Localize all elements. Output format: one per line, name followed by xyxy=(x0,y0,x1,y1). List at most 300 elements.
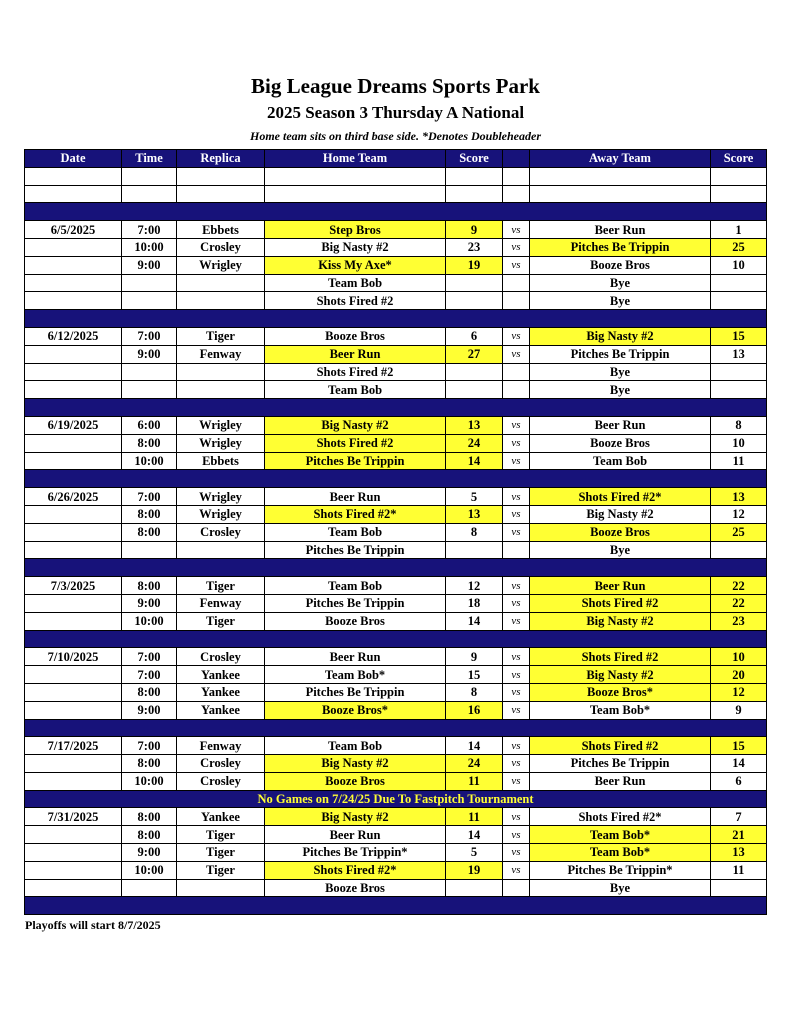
away-team-cell: Pitches Be Trippin xyxy=(530,345,711,363)
date-cell xyxy=(25,879,122,897)
replica-cell xyxy=(177,167,265,185)
vs-cell xyxy=(503,167,530,185)
home-team-cell: Beer Run xyxy=(265,826,446,844)
date-cell xyxy=(25,505,122,523)
time-cell: 7:00 xyxy=(122,648,177,666)
time-cell: 9:00 xyxy=(122,594,177,612)
replica-cell: Yankee xyxy=(177,683,265,701)
separator-row xyxy=(25,719,767,737)
separator-cell xyxy=(25,559,767,577)
away-team-cell: Shots Fired #2 xyxy=(530,648,711,666)
game-row xyxy=(25,292,767,310)
away-team-cell: Booze Bros xyxy=(530,256,711,274)
game-row xyxy=(25,381,767,399)
time-cell xyxy=(122,381,177,399)
replica-cell: Wrigley xyxy=(177,256,265,274)
time-cell: 10:00 xyxy=(122,861,177,879)
blank-row xyxy=(25,185,767,203)
home-team-cell: Team Bob xyxy=(265,523,446,541)
home-score-cell xyxy=(446,879,503,897)
home-score-cell: 24 xyxy=(446,434,503,452)
away-team-cell: Beer Run xyxy=(530,577,711,595)
away-team-cell: Big Nasty #2 xyxy=(530,505,711,523)
vs-cell: vs xyxy=(503,434,530,452)
replica-cell xyxy=(177,541,265,559)
away-team-cell: Shots Fired #2* xyxy=(530,808,711,826)
away-score-cell xyxy=(711,185,767,203)
game-row xyxy=(25,221,767,239)
away-score-cell xyxy=(711,879,767,897)
separator-cell xyxy=(25,310,767,328)
home-team-cell: Beer Run xyxy=(265,488,446,506)
vs-cell: vs xyxy=(503,345,530,363)
home-team-cell: Big Nasty #2 xyxy=(265,416,446,434)
replica-cell: Fenway xyxy=(177,737,265,755)
away-score-cell: 13 xyxy=(711,844,767,862)
away-team-cell: Bye xyxy=(530,879,711,897)
away-team-cell: Pitches Be Trippin xyxy=(530,755,711,773)
home-team-cell: Team Bob xyxy=(265,274,446,292)
away-score-cell: 10 xyxy=(711,648,767,666)
away-score-cell: 20 xyxy=(711,666,767,684)
date-cell xyxy=(25,238,122,256)
game-row xyxy=(25,238,767,256)
date-cell xyxy=(25,167,122,185)
home-score-cell: 14 xyxy=(446,737,503,755)
away-team-cell: Team Bob* xyxy=(530,701,711,719)
away-score-cell: 1 xyxy=(711,221,767,239)
replica-cell: Yankee xyxy=(177,701,265,719)
home-team-cell: Beer Run xyxy=(265,345,446,363)
away-team-cell: Big Nasty #2 xyxy=(530,666,711,684)
separator-row xyxy=(25,470,767,488)
col-header-vs xyxy=(503,150,530,168)
home-score-cell xyxy=(446,167,503,185)
time-cell: 8:00 xyxy=(122,434,177,452)
home-score-cell: 23 xyxy=(446,238,503,256)
away-team-cell: Bye xyxy=(530,292,711,310)
vs-cell: vs xyxy=(503,683,530,701)
date-cell: 7/3/2025 xyxy=(25,577,122,595)
date-cell xyxy=(25,523,122,541)
replica-cell xyxy=(177,274,265,292)
game-row xyxy=(25,274,767,292)
away-team-cell: Bye xyxy=(530,274,711,292)
away-score-cell: 13 xyxy=(711,488,767,506)
replica-cell: Crosley xyxy=(177,755,265,773)
home-score-cell: 14 xyxy=(446,612,503,630)
vs-cell: vs xyxy=(503,577,530,595)
col-header-time: Time xyxy=(122,150,177,168)
away-score-cell: 25 xyxy=(711,523,767,541)
replica-cell: Crosley xyxy=(177,772,265,790)
replica-cell: Wrigley xyxy=(177,488,265,506)
time-cell: 9:00 xyxy=(122,345,177,363)
date-cell: 6/5/2025 xyxy=(25,221,122,239)
away-score-cell: 11 xyxy=(711,452,767,470)
col-header-date: Date xyxy=(25,150,122,168)
blank-row xyxy=(25,167,767,185)
game-row xyxy=(25,577,767,595)
date-cell xyxy=(25,452,122,470)
date-cell xyxy=(25,274,122,292)
vs-cell: vs xyxy=(503,755,530,773)
away-team-cell: Team Bob* xyxy=(530,844,711,862)
page-title: Big League Dreams Sports Park xyxy=(251,74,540,98)
game-row xyxy=(25,879,767,897)
home-team-cell: Team Bob* xyxy=(265,666,446,684)
replica-cell xyxy=(177,381,265,399)
date-cell xyxy=(25,594,122,612)
home-score-cell: 11 xyxy=(446,772,503,790)
home-team-cell: Pitches Be Trippin xyxy=(265,541,446,559)
game-row xyxy=(25,256,767,274)
page-subtitle: 2025 Season 3 Thursday A National xyxy=(266,103,525,122)
notice-row xyxy=(25,790,767,808)
away-score-cell: 14 xyxy=(711,755,767,773)
home-team-cell: Pitches Be Trippin xyxy=(265,594,446,612)
date-cell xyxy=(25,772,122,790)
home-score-cell xyxy=(446,381,503,399)
home-team-cell: Shots Fired #2* xyxy=(265,861,446,879)
away-team-cell: Beer Run xyxy=(530,221,711,239)
separator-cell xyxy=(25,203,767,221)
date-cell xyxy=(25,612,122,630)
vs-cell: vs xyxy=(503,826,530,844)
time-cell: 8:00 xyxy=(122,755,177,773)
home-team-cell: Team Bob xyxy=(265,381,446,399)
game-row xyxy=(25,363,767,381)
vs-cell: vs xyxy=(503,327,530,345)
home-team-cell: Big Nasty #2 xyxy=(265,808,446,826)
away-score-cell: 11 xyxy=(711,861,767,879)
time-cell: 10:00 xyxy=(122,238,177,256)
separator-row xyxy=(25,897,767,915)
vs-cell xyxy=(503,185,530,203)
separator-row xyxy=(25,399,767,417)
home-score-cell: 18 xyxy=(446,594,503,612)
away-team-cell: Bye xyxy=(530,381,711,399)
vs-cell xyxy=(503,363,530,381)
game-row xyxy=(25,327,767,345)
date-cell xyxy=(25,292,122,310)
replica-cell xyxy=(177,185,265,203)
home-score-cell: 15 xyxy=(446,666,503,684)
date-cell xyxy=(25,345,122,363)
away-score-cell: 15 xyxy=(711,327,767,345)
replica-cell: Crosley xyxy=(177,648,265,666)
schedule-table xyxy=(24,149,767,915)
separator-row xyxy=(25,559,767,577)
date-cell xyxy=(25,541,122,559)
away-team-cell: Bye xyxy=(530,541,711,559)
away-score-cell: 15 xyxy=(711,737,767,755)
date-cell xyxy=(25,434,122,452)
vs-cell: vs xyxy=(503,416,530,434)
home-team-cell: Pitches Be Trippin xyxy=(265,683,446,701)
away-team-cell: Team Bob* xyxy=(530,826,711,844)
replica-cell: Tiger xyxy=(177,612,265,630)
away-score-cell: 10 xyxy=(711,434,767,452)
away-score-cell: 9 xyxy=(711,701,767,719)
time-cell: 7:00 xyxy=(122,327,177,345)
replica-cell: Yankee xyxy=(177,666,265,684)
time-cell: 10:00 xyxy=(122,452,177,470)
col-header-away-team: Away Team xyxy=(530,150,711,168)
away-score-cell: 21 xyxy=(711,826,767,844)
home-score-cell: 6 xyxy=(446,327,503,345)
vs-cell: vs xyxy=(503,701,530,719)
home-score-cell: 5 xyxy=(446,488,503,506)
away-score-cell: 25 xyxy=(711,238,767,256)
time-cell: 8:00 xyxy=(122,808,177,826)
home-team-cell: Team Bob xyxy=(265,737,446,755)
vs-cell: vs xyxy=(503,612,530,630)
home-score-cell: 8 xyxy=(446,523,503,541)
home-score-cell: 13 xyxy=(446,416,503,434)
home-team-cell: Beer Run xyxy=(265,648,446,666)
replica-cell: Tiger xyxy=(177,577,265,595)
vs-cell: vs xyxy=(503,256,530,274)
home-team-cell: Booze Bros xyxy=(265,879,446,897)
time-cell: 8:00 xyxy=(122,577,177,595)
time-cell xyxy=(122,274,177,292)
away-score-cell xyxy=(711,274,767,292)
home-team-cell: Step Bros xyxy=(265,221,446,239)
replica-cell: Wrigley xyxy=(177,505,265,523)
time-cell: 8:00 xyxy=(122,826,177,844)
home-team-cell: Pitches Be Trippin xyxy=(265,452,446,470)
date-cell: 7/10/2025 xyxy=(25,648,122,666)
date-cell xyxy=(25,701,122,719)
date-cell xyxy=(25,826,122,844)
replica-cell: Tiger xyxy=(177,327,265,345)
date-cell xyxy=(25,381,122,399)
replica-cell: Wrigley xyxy=(177,434,265,452)
time-cell: 9:00 xyxy=(122,701,177,719)
vs-cell: vs xyxy=(503,523,530,541)
away-score-cell: 12 xyxy=(711,683,767,701)
away-team-cell: Booze Bros xyxy=(530,523,711,541)
game-row xyxy=(25,666,767,684)
away-team-cell: Shots Fired #2* xyxy=(530,488,711,506)
away-team-cell: Bye xyxy=(530,363,711,381)
date-cell xyxy=(25,861,122,879)
vs-cell: vs xyxy=(503,861,530,879)
game-row xyxy=(25,505,767,523)
home-score-cell xyxy=(446,363,503,381)
home-score-cell: 19 xyxy=(446,256,503,274)
separator-cell xyxy=(25,630,767,648)
date-cell: 7/17/2025 xyxy=(25,737,122,755)
separator-row xyxy=(25,310,767,328)
vs-cell: vs xyxy=(503,648,530,666)
game-row xyxy=(25,612,767,630)
away-score-cell xyxy=(711,292,767,310)
replica-cell xyxy=(177,363,265,381)
replica-cell: Tiger xyxy=(177,844,265,862)
time-cell: 7:00 xyxy=(122,737,177,755)
replica-cell: Tiger xyxy=(177,861,265,879)
away-team-cell: Big Nasty #2 xyxy=(530,612,711,630)
time-cell: 8:00 xyxy=(122,505,177,523)
separator-cell xyxy=(25,719,767,737)
away-score-cell: 23 xyxy=(711,612,767,630)
home-team-cell: Big Nasty #2 xyxy=(265,755,446,773)
vs-cell: vs xyxy=(503,238,530,256)
vs-cell xyxy=(503,541,530,559)
separator-cell xyxy=(25,399,767,417)
home-score-cell: 9 xyxy=(446,221,503,239)
home-team-cell xyxy=(265,185,446,203)
separator-cell xyxy=(25,897,767,915)
game-row xyxy=(25,345,767,363)
game-row xyxy=(25,826,767,844)
home-score-cell: 19 xyxy=(446,861,503,879)
replica-cell xyxy=(177,292,265,310)
replica-cell: Crosley xyxy=(177,238,265,256)
away-score-cell xyxy=(711,541,767,559)
date-cell xyxy=(25,844,122,862)
away-team-cell: Pitches Be Trippin* xyxy=(530,861,711,879)
date-cell: 6/26/2025 xyxy=(25,488,122,506)
game-row xyxy=(25,737,767,755)
time-cell xyxy=(122,292,177,310)
game-row xyxy=(25,434,767,452)
home-team-cell: Booze Bros* xyxy=(265,701,446,719)
home-score-cell: 11 xyxy=(446,808,503,826)
home-team-cell: Shots Fired #2 xyxy=(265,363,446,381)
home-team-cell: Booze Bros xyxy=(265,612,446,630)
game-row xyxy=(25,541,767,559)
date-cell xyxy=(25,363,122,381)
away-team-cell: Booze Bros* xyxy=(530,683,711,701)
home-team-cell: Booze Bros xyxy=(265,772,446,790)
game-row xyxy=(25,755,767,773)
date-cell xyxy=(25,683,122,701)
replica-cell: Yankee xyxy=(177,808,265,826)
home-score-cell: 14 xyxy=(446,826,503,844)
col-header-home-score: Score xyxy=(446,150,503,168)
time-cell: 7:00 xyxy=(122,221,177,239)
time-cell: 8:00 xyxy=(122,683,177,701)
replica-cell: Crosley xyxy=(177,523,265,541)
away-score-cell: 22 xyxy=(711,594,767,612)
replica-cell: Ebbets xyxy=(177,221,265,239)
time-cell: 9:00 xyxy=(122,256,177,274)
home-score-cell: 12 xyxy=(446,577,503,595)
home-score-cell: 13 xyxy=(446,505,503,523)
vs-cell: vs xyxy=(503,452,530,470)
home-score-cell: 9 xyxy=(446,648,503,666)
footer-note: Playoffs will start 8/7/2025 xyxy=(25,918,161,932)
header-row xyxy=(25,150,767,168)
time-cell xyxy=(122,167,177,185)
date-cell: 6/19/2025 xyxy=(25,416,122,434)
away-team-cell: Booze Bros xyxy=(530,434,711,452)
away-score-cell: 6 xyxy=(711,772,767,790)
home-score-cell: 16 xyxy=(446,701,503,719)
away-score-cell: 8 xyxy=(711,416,767,434)
away-team-cell: Beer Run xyxy=(530,416,711,434)
time-cell xyxy=(122,541,177,559)
away-score-cell xyxy=(711,167,767,185)
away-team-cell: Pitches Be Trippin xyxy=(530,238,711,256)
vs-cell: vs xyxy=(503,737,530,755)
away-score-cell: 7 xyxy=(711,808,767,826)
away-team-cell xyxy=(530,185,711,203)
game-row xyxy=(25,844,767,862)
game-row xyxy=(25,523,767,541)
date-cell xyxy=(25,755,122,773)
time-cell: 9:00 xyxy=(122,844,177,862)
col-header-away-score: Score xyxy=(711,150,767,168)
replica-cell: Fenway xyxy=(177,594,265,612)
time-cell: 7:00 xyxy=(122,666,177,684)
separator-cell xyxy=(25,470,767,488)
home-score-cell: 27 xyxy=(446,345,503,363)
away-score-cell: 12 xyxy=(711,505,767,523)
game-row xyxy=(25,452,767,470)
home-score-cell: 14 xyxy=(446,452,503,470)
away-team-cell: Team Bob xyxy=(530,452,711,470)
away-team-cell: Beer Run xyxy=(530,772,711,790)
game-row xyxy=(25,594,767,612)
time-cell: 10:00 xyxy=(122,772,177,790)
home-team-cell: Shots Fired #2* xyxy=(265,505,446,523)
home-score-cell: 8 xyxy=(446,683,503,701)
away-score-cell: 10 xyxy=(711,256,767,274)
col-header-replica: Replica xyxy=(177,150,265,168)
schedule-body xyxy=(25,167,767,914)
notice-cell: No Games on 7/24/25 Due To Fastpitch Tournament xyxy=(25,790,767,808)
vs-cell: vs xyxy=(503,488,530,506)
game-row xyxy=(25,648,767,666)
game-row xyxy=(25,772,767,790)
replica-cell: Wrigley xyxy=(177,416,265,434)
home-team-cell xyxy=(265,167,446,185)
home-team-cell: Shots Fired #2 xyxy=(265,292,446,310)
date-cell xyxy=(25,256,122,274)
game-row xyxy=(25,488,767,506)
vs-cell: vs xyxy=(503,772,530,790)
home-team-cell: Big Nasty #2 xyxy=(265,238,446,256)
time-cell: 6:00 xyxy=(122,416,177,434)
replica-cell: Ebbets xyxy=(177,452,265,470)
away-team-cell: Shots Fired #2 xyxy=(530,737,711,755)
date-cell: 6/12/2025 xyxy=(25,327,122,345)
vs-cell: vs xyxy=(503,844,530,862)
separator-row xyxy=(25,630,767,648)
vs-cell: vs xyxy=(503,808,530,826)
time-cell: 7:00 xyxy=(122,488,177,506)
col-header-home-team: Home Team xyxy=(265,150,446,168)
home-team-cell: Booze Bros xyxy=(265,327,446,345)
away-score-cell xyxy=(711,381,767,399)
vs-cell xyxy=(503,274,530,292)
home-score-cell: 24 xyxy=(446,755,503,773)
separator-row xyxy=(25,203,767,221)
vs-cell: vs xyxy=(503,221,530,239)
date-cell: 7/31/2025 xyxy=(25,808,122,826)
vs-cell: vs xyxy=(503,666,530,684)
away-team-cell xyxy=(530,167,711,185)
date-cell xyxy=(25,666,122,684)
time-cell xyxy=(122,185,177,203)
replica-cell: Tiger xyxy=(177,826,265,844)
page-note: Home team sits on third base side. *Denotes Doubleheader xyxy=(250,129,541,143)
home-score-cell xyxy=(446,541,503,559)
